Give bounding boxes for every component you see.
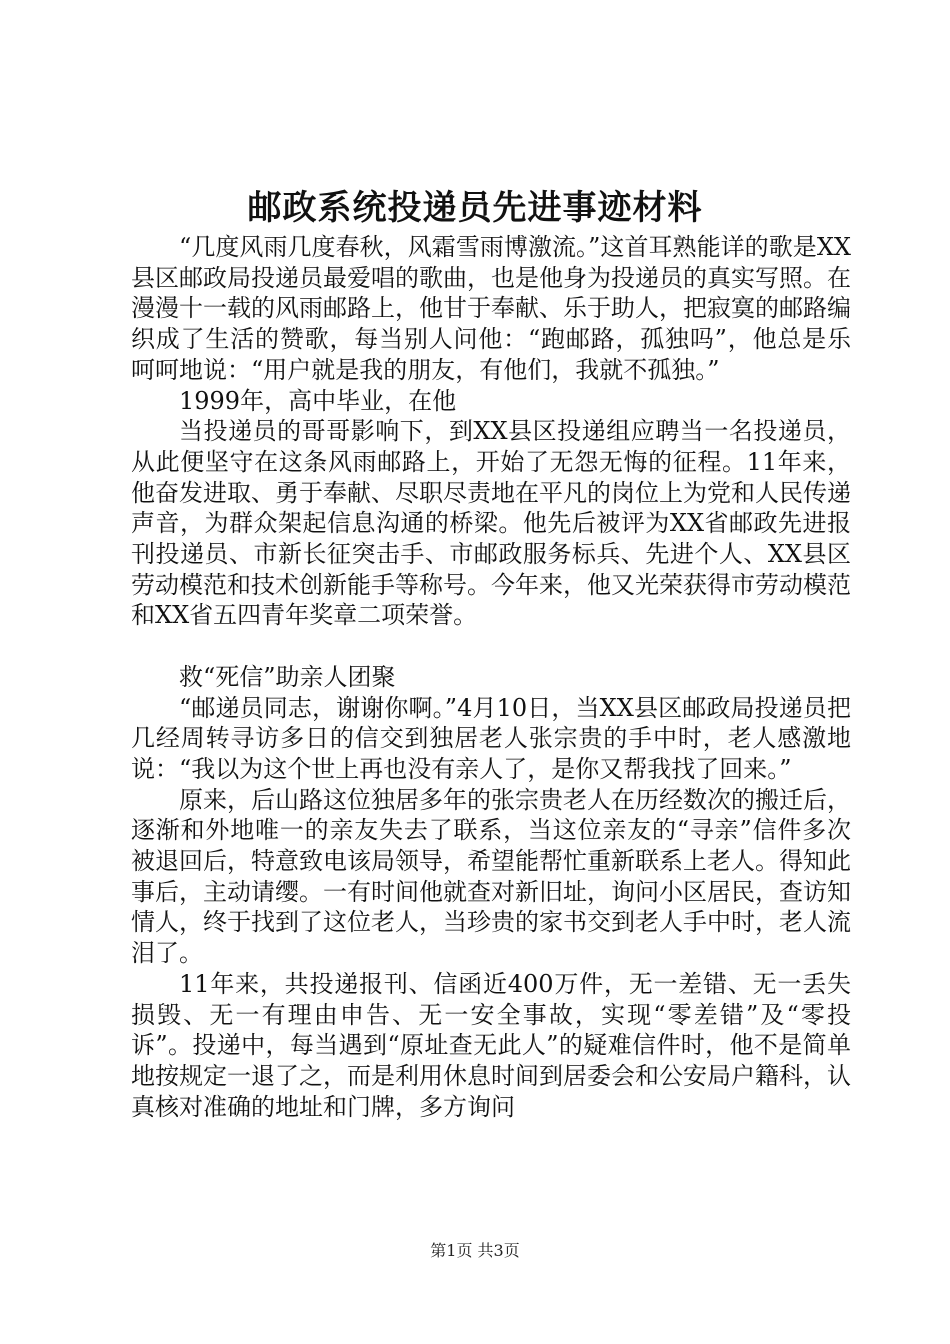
document-title: 邮政系统投递员先进事迹材料 bbox=[247, 188, 703, 228]
page-number: 第1页 共3页 bbox=[430, 1241, 520, 1260]
paragraph-thanks: “邮递员同志，谢谢你啊。”4月10日，当XX县区邮政局投递员把几经周转寻访多日的信交到独居老人张宗贵的手中时，老人感激地说：“我以为这个世上再也没有亲人了，是你又帮我找了回来。” bbox=[131, 693, 851, 783]
section-heading: 救“死信”助亲人团聚 bbox=[179, 662, 396, 691]
paragraph-1999: 1999年，高中毕业，在他 bbox=[179, 386, 457, 415]
paragraph-intro: “几度风雨几度春秋，风霜雪雨博激流。”这首耳熟能详的歌是XX县区邮政局投递员最爱唱的歌曲，也是他身为投递员的真实写照。在漫漫十一载的风雨邮路上，他甘于奉献、乐于助人，把寂寞的邮路编织成了生活的赞歌，每当别人问他：“跑邮路，孤独吗”，他总是乐呵呵地说：“用户就是我的朋友，有他们，我就不孤独。” bbox=[131, 233, 851, 384]
paragraph-record: 11年来，共投递报刊、信函近400万件，无一差错、无一丢失损毁、无一有理由申告、无一安全事故，实现“零差错”及“零投诉”。投递中，每当遇到“原址查无此人”的疑难信件时，他不是简单地按规定一退了之，而是利用休息时间到居委会和公安局户籍科，认真核对准确的地址和门牌，多方询问 bbox=[131, 969, 851, 1121]
paragraph-career: 当投递员的哥哥影响下，到XX县区投递组应聘当一名投递员，从此便坚守在这条风雨邮路上，开始了无怨无悔的征程。11年来，他奋发进取、勇于奉献、尽职尽责地在平凡的岗位上为党和人民传递声音，为群众架起信息沟通的桥梁。他先后被评为XX省邮政先进报刊投递员、市新长征突击手、市邮政服务标兵、先进个人、XX县区劳动模范和技术创新能手等称号。今年来，他又光荣获得市劳动模范和XX省五四青年奖章二项荣誉。 bbox=[131, 417, 851, 630]
paragraph-story: 原来，后山路这位独居多年的张宗贵老人在历经数次的搬迁后，逐渐和外地唯一的亲友失去了联系，当这位亲友的“寻亲”信件多次被退回后，特意致电该局领导，希望能帮忙重新联系上老人。得知此事后，主动请缨。一有时间他就查对新旧址，询问小区居民，查访知情人，终于找到了这位老人，当珍贵的家书交到老人手中时，老人流泪了。 bbox=[131, 785, 851, 968]
document-body bbox=[131, 232, 851, 1122]
